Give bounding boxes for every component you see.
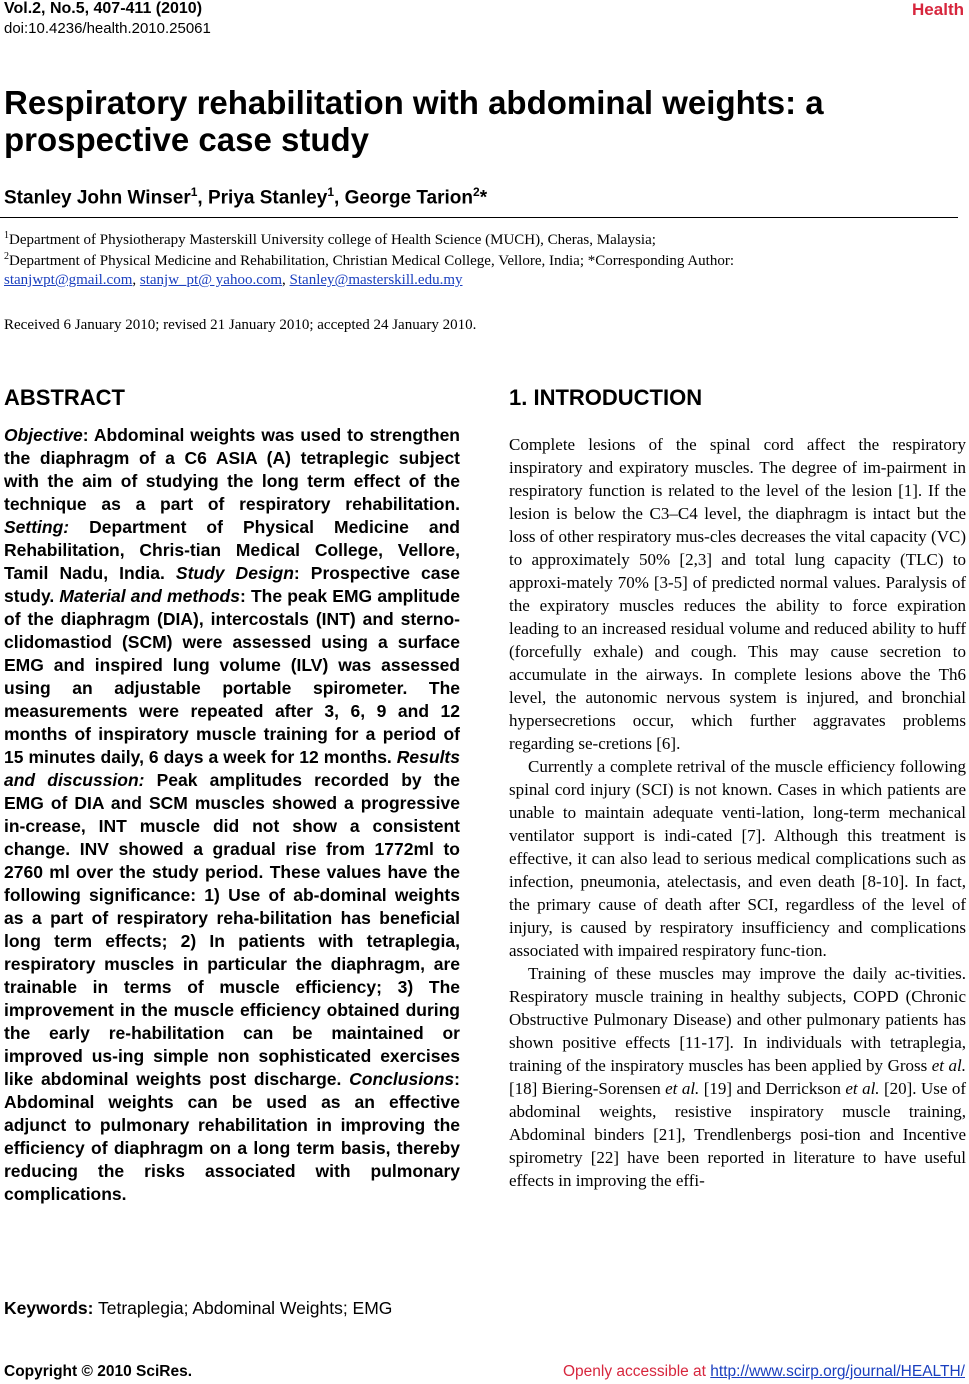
introduction-paragraph — [509, 433, 966, 755]
text-run: Complete lesions of the spinal cord affect the respiratory inspiratory and expiratory muscles. The degree of im-pairment in respiratory function is related to the level of the lesion [1]. If the lesion is below the C3–C4 level, the diaphragm is intact but the loss of other respiratory mus-cles decreases the vital capacity (VC) to approximately 50% [2,3] and total lung capacity (TLC) to approxi-mately 70% [3-5] of predicted normal values. Paralysis of the expiratory muscles reduces the ability to force expiration leading to an increased residual volume and reduced ability to huff (forcefully exhale) and cough. This may cause secretion to accumulate in the airways. In complete lesions above the Th6 level, the autonomic nervous system is injured, and bronchial hypersecretions occur, which further aggravates problems regarding se-cretions [6]. — [509, 435, 966, 753]
author-affiliation-marker: 2 — [473, 185, 480, 199]
italic-run: Results and discussion: — [4, 747, 460, 790]
author-name: George Tarion — [344, 187, 474, 209]
abstract-heading: ABSTRACT — [4, 385, 125, 410]
italic-run: Objective — [4, 425, 83, 445]
email-list: stanjwpt@gmail.com, stanjw_pt@ yahoo.com, Stanley@masterskill.edu.my — [4, 272, 463, 288]
text-run: : Abdominal weights can be used as an effective adjunct to pulmonary rehabilitation in improving the efficiency of diaphragm on a long term basis, thereby reducing the risks associated with pulmonary complications. — [4, 1069, 460, 1204]
doi: doi:10.4236/health.2010.25061 — [4, 20, 211, 37]
text-run: [18] Biering-Sorensen — [509, 1079, 666, 1098]
footer-copyright: Copyright © 2010 SciRes. — [4, 1363, 193, 1380]
introduction-paragraph — [509, 755, 966, 962]
paper-title: Respiratory rehabilitation with abdominal weights: a prospective case study — [4, 84, 824, 158]
affiliation-2 — [4, 251, 734, 270]
text-run: Peak amplitudes recorded by the EMG of DIA and SCM muscles showed a progressive in-crease, INT muscle did not show a consistent change. INV showed a gradual rise from 1772ml to 2760 ml over the study period. These values have the following significance: 1) Use of ab-dominal weights as a part of respiratory reha-bilitation has beneficial long term effects; 2) In patients with tetraplegia, respiratory muscles in particular the diaphragm, are trainable in terms of muscle efficiency; 3) The improvement in the muscle efficiency obtained during the early re-habilitation can be maintained or improved us-ing simple non sophisticated exercises like abdominal weights post discharge. — [4, 770, 461, 1089]
author-name: Stanley John Winser — [4, 187, 191, 209]
author-list — [4, 185, 487, 209]
email-link[interactable]: stanjw_pt@ yahoo.com — [139, 272, 283, 288]
text-run: : The peak EMG amplitude of the diaphragm (DIA), intercostals (INT) and sterno-clidomastiod (SCM) were assessed using a surface EMG and inspired lung volume (ILV) was assessed using an adjustable portable spirometer. The measurements were repeated after 3, 6, 9 and 12 months of inspiratory muscle training for a period of 15 minutes daily, 6 days a week for 12 months. — [4, 586, 460, 767]
italic-run: et al. — [665, 1079, 700, 1098]
introduction-paragraph — [509, 962, 966, 1192]
author-separator: , — [334, 187, 345, 209]
text-run: Training of these muscles may improve the daily ac-tivities. Respiratory muscle training in healthy subjects, COPD (Chronic Obstructive Pulmonary Disease) and other pulmonary patients has shown positive effects [11-17]. In individuals with tetraplegia, training of the inspiratory muscles has been applied by Gross — [509, 964, 966, 1075]
author-separator: * — [479, 187, 488, 209]
text-run: : Prospective case study. — [4, 563, 460, 606]
author-separator: , — [197, 187, 208, 209]
keywords-text: Tetraplegia; Abdominal Weights; EMG — [93, 1298, 393, 1318]
text-run: [20]. Use of abdominal weights, resistive inspiratory muscle training, Abdominal binders [21], Trendlenbergs posi-tion and Incentive spirometry [22] have been reported in literature to have useful effects in improving the effi- — [509, 1079, 966, 1190]
affiliation-marker: 1 — [4, 230, 9, 241]
text-run: Department of Physical Medicine and Rehabilitation, Chris-tian Medical College, Vellore, Tamil Nadu, India. — [4, 517, 460, 583]
journal-url-link[interactable]: http://www.scirp.org/journal/HEALTH/ — [710, 1363, 965, 1380]
header-divider — [0, 217, 958, 218]
email-link[interactable]: stanjwpt@gmail.com — [4, 272, 133, 288]
italic-run: et al. — [931, 1056, 966, 1075]
journal-name: Health — [912, 0, 964, 19]
italic-run: Study Design — [175, 563, 294, 583]
keywords — [4, 1298, 392, 1319]
text-run: : Abdominal weights was used to strengthen the diaphragm of a C6 ASIA (A) tetraplegic subject with the aim of studying the long term effect of the technique as a part of respiratory rehabilitation. — [4, 425, 460, 514]
introduction-heading: 1. INTRODUCTION — [509, 385, 703, 410]
text-run: [19] and Derrickson — [699, 1079, 846, 1098]
email-link[interactable]: Stanley@masterskill.edu.my — [289, 272, 463, 288]
affiliation-text: Department of Physiotherapy Masterskill University college of Health Science (MUCH), Cheras, Malaysia; — [9, 232, 656, 248]
text-run: Currently a complete retrival of the muscle efficiency following spinal cord injury (SCI) is not known. Cases in which patients are unable to maintain adequate venti-lation, long-term mechanical ventilator support is indi-cated [7]. Although this treatment is effective, it can also lead to serious medical complications such as infection, pneumonia, atelectasis, and even death [8-10]. In fact, the primary cause of death after SCI, regardless of the level of injury, is caused by respiratory insufficiency and complications associated with impaired respiratory func-tion. — [509, 757, 966, 960]
author-name: Priya Stanley — [207, 187, 328, 209]
affiliation-1 — [4, 230, 656, 249]
abstract-body — [4, 424, 460, 1206]
journal-reference: Vol.2, No.5, 407-411 (2010) — [4, 0, 203, 17]
italic-run: Material and methods — [59, 586, 240, 606]
affiliation-marker: 2 — [4, 251, 9, 262]
keywords-label: Keywords: — [4, 1298, 94, 1318]
affiliation-text: Department of Physical Medicine and Rehabilitation, Christian Medical College, Vellore, India; *Corresponding Author: — [9, 253, 734, 269]
received-dates: Received 6 January 2010; revised 21 January 2010; accepted 24 January 2010. — [4, 317, 477, 333]
author-affiliation-marker: 1 — [190, 185, 198, 199]
italic-run: Conclusions — [349, 1069, 455, 1089]
author-affiliation-marker: 1 — [327, 185, 334, 199]
introduction-body — [509, 433, 966, 1192]
abstract-section — [4, 384, 460, 1206]
footer-access-text: Openly accessible at — [562, 1363, 711, 1380]
italic-run: Setting: — [4, 517, 70, 537]
introduction-section — [509, 384, 966, 1192]
italic-run: et al. — [845, 1079, 880, 1098]
footer-access — [563, 1363, 965, 1381]
